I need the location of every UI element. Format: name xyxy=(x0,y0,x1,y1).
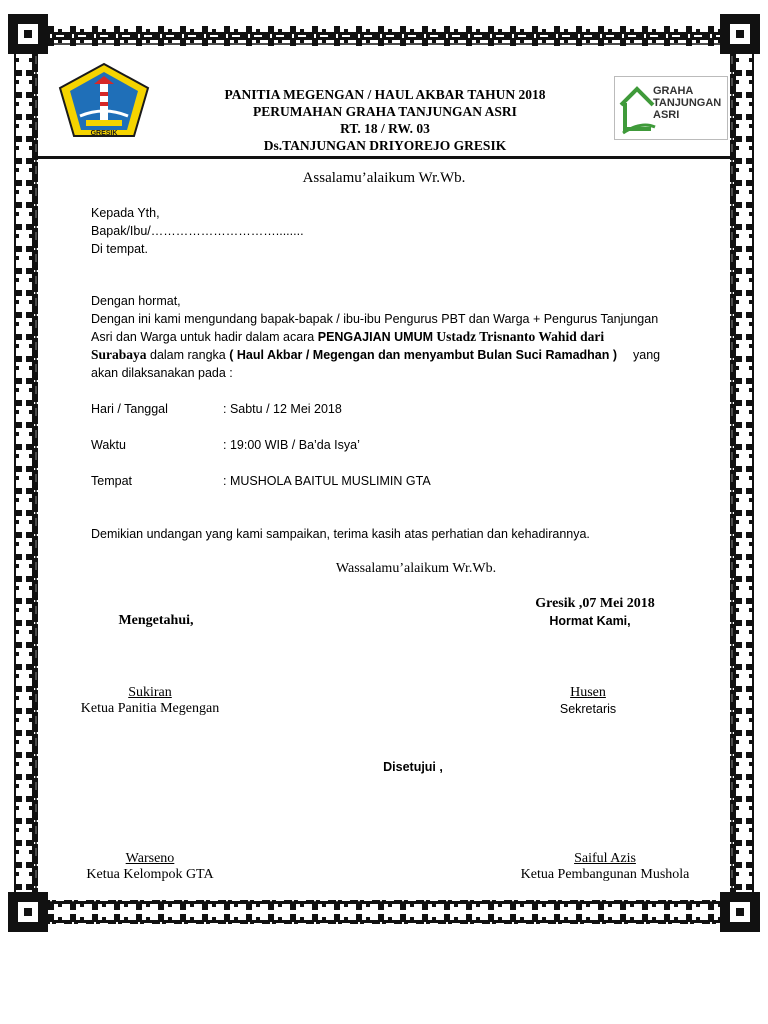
right-title: Hormat Kami, xyxy=(549,614,631,628)
body-line-2: Asri dan Warga untuk hadir dalam acara PENGAJIAN UMUM Ustadz Trisnanto Wahid dari xyxy=(91,329,605,344)
header-line-2: PERUMAHAN GRAHA TANJUNGAN ASRI xyxy=(253,104,517,119)
signer-name: Warseno xyxy=(125,851,175,866)
recipient-block xyxy=(91,204,304,258)
signature-husen xyxy=(498,685,678,716)
detail-row-date: Hari / Tanggal : Sabtu / 12 Mei 2018 xyxy=(91,402,342,416)
signature-sukiran xyxy=(50,685,250,717)
header-divider xyxy=(38,156,730,159)
header-line-4: Ds.TANJUNGAN DRIYOREJO GRESIK xyxy=(263,138,507,153)
recipient-line-1: Kepada Yth, xyxy=(91,206,160,220)
recipient-line-3: Di tempat. xyxy=(91,242,148,256)
signer-role: Ketua Pembangunan Mushola xyxy=(520,867,690,882)
house-icon xyxy=(617,81,657,135)
graha-tanjungan-asri-logo xyxy=(614,76,728,140)
header-title-block xyxy=(180,86,590,154)
left-title: Mengetahui, xyxy=(118,613,194,628)
logo-text-line3: ASRI xyxy=(653,109,680,121)
header-line-3: RT. 18 / RW. 03 xyxy=(340,121,430,136)
body-line-4: akan dilaksanakan pada : xyxy=(91,366,233,380)
opening-line: Dengan hormat, xyxy=(91,294,181,308)
body-line-1: Dengan ini kami mengundang bapak-bapak / ibu-ibu Pengurus PBT dan Warga + Pengurus Tanjungan xyxy=(91,312,659,326)
signer-name: Husen xyxy=(570,685,606,700)
detail-row-place: Tempat : MUSHOLA BAITUL MUSLIMIN GTA xyxy=(91,474,431,488)
signer-role: Ketua Kelompok GTA xyxy=(86,867,214,882)
signature-saiful-azis xyxy=(490,851,720,883)
signer-name: Saiful Azis xyxy=(574,851,636,866)
recipient-line-2: Bapak/Ibu/…………………………........ xyxy=(91,224,304,238)
body-line-3: Surabaya dalam rangka ( Haul Akbar / Megengan dan menyambut Bulan Suci Ramadhan ) yang xyxy=(91,347,661,362)
greeting: Assalamu’alaikum Wr.Wb. xyxy=(302,170,466,186)
signer-role: Sekretaris xyxy=(559,702,617,716)
letter-body xyxy=(91,292,731,382)
signer-role: Ketua Panitia Megengan xyxy=(80,701,220,716)
gresik-regency-logo xyxy=(58,62,150,138)
closing-salam: Wassalamu’alaikum Wr.Wb. xyxy=(335,561,497,576)
approval-label: Disetujui , xyxy=(383,760,443,774)
signer-name: Sukiran xyxy=(128,685,172,700)
date-place: Gresik ,07 Mei 2018 xyxy=(535,596,655,611)
closing-text: Demikian undangan yang kami sampaikan, terima kasih atas perhatian dan kehadirannya. xyxy=(91,527,590,541)
svg-text:GRESIK: GRESIK xyxy=(90,130,118,137)
logo-text-line2: TANJUNGAN xyxy=(653,97,722,109)
logo-text-line1: GRAHA xyxy=(653,85,694,97)
detail-row-time: Waktu : 19:00 WIB / Ba’da Isya’ xyxy=(91,438,360,452)
signature-warseno xyxy=(50,851,250,883)
event-details xyxy=(91,400,431,508)
header-line-1: PANITIA MEGENGAN / HAUL AKBAR TAHUN 2018 xyxy=(224,87,546,102)
